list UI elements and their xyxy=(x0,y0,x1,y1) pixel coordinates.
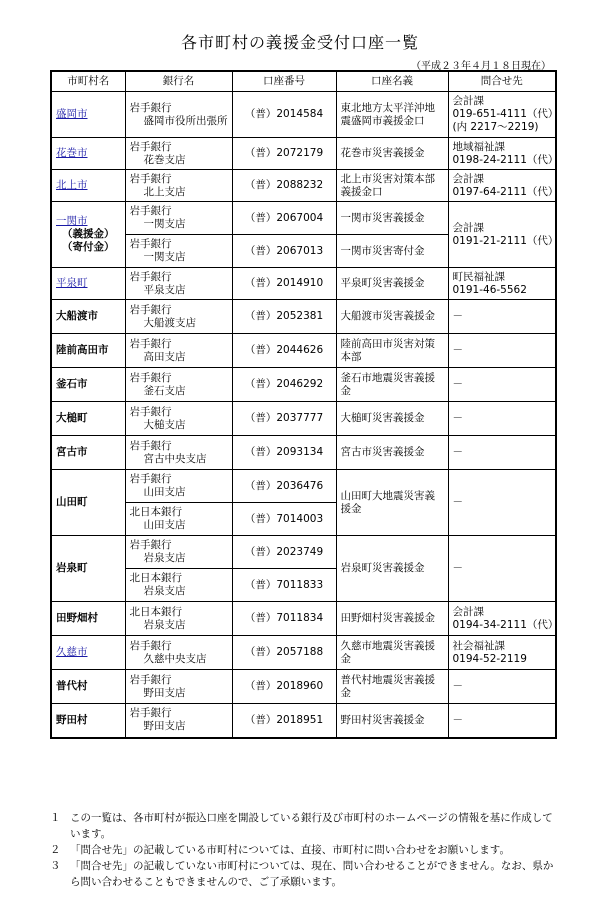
contact-cell xyxy=(448,602,559,636)
table-row xyxy=(51,92,556,138)
bank-name: 岩手銀行 xyxy=(129,539,172,551)
bank-cell xyxy=(125,436,232,470)
table-row xyxy=(51,368,556,402)
bank-name: 岩手銀行 xyxy=(129,439,172,452)
contact-cell xyxy=(448,704,556,738)
contact-line: 地域福祉課 xyxy=(452,140,505,153)
table-row xyxy=(51,300,556,334)
account-holder: 北上市災害対策本部義援金口 xyxy=(336,170,448,202)
municipality-cell xyxy=(51,334,125,368)
municipality-link[interactable]: 平泉町 xyxy=(56,277,88,289)
branch-name: 野田支店 xyxy=(143,686,186,699)
municipality-cell xyxy=(51,536,125,602)
contact-line: 会計課 xyxy=(452,172,484,185)
municipality-name: 釜石市 xyxy=(56,378,88,390)
account-holder: 一関市災害寄付金 xyxy=(336,235,448,268)
bank-cell xyxy=(125,470,232,503)
contact-cell xyxy=(448,436,556,470)
contact-line: (内 2217～2219) xyxy=(452,121,539,133)
bank-name: 岩手銀行 xyxy=(129,639,172,652)
municipality-link[interactable]: 久慈市 xyxy=(56,646,88,658)
municipality-name: 田野畑村 xyxy=(56,612,98,624)
bank-name: 岩手銀行 xyxy=(129,303,172,316)
note-item xyxy=(50,810,560,842)
bank-name: 岩手銀行 xyxy=(129,707,172,720)
contact-line: 0191-21-2111（代） xyxy=(452,234,559,247)
municipality-cell xyxy=(51,300,125,334)
account-holder: 一関市災害義援金 xyxy=(336,202,448,235)
contact-cell xyxy=(448,334,556,368)
branch-name: 大船渡支店 xyxy=(143,316,196,329)
table-row xyxy=(51,636,556,670)
account-holder: 田野畑村災害義援金 xyxy=(336,602,448,636)
bank-name: 岩手銀行 xyxy=(129,270,172,283)
bank-cell xyxy=(125,138,232,170)
branch-name: 久慈中央支店 xyxy=(143,652,207,665)
account-holder: 平泉町災害義援金 xyxy=(336,268,448,300)
bank-name: 岩手銀行 xyxy=(129,101,172,114)
contact-line: 0197-64-2111（代） xyxy=(452,185,559,198)
contact-line: － xyxy=(452,680,463,692)
municipality-cell xyxy=(51,368,125,402)
notes xyxy=(50,810,560,890)
account-number: （普）2018951 xyxy=(232,704,336,738)
note-text: 「問合せ先」の記載していない市町村については、現在、問い合わせることができません。なお、県から問い合わせることもできませんので、ご了承願います。 xyxy=(70,860,554,888)
contact-line: － xyxy=(452,496,463,508)
account-number: （普）2014910 xyxy=(232,268,336,300)
bank-cell xyxy=(125,602,232,636)
note-number: ２ xyxy=(50,844,61,856)
branch-name: 一関支店 xyxy=(143,218,186,230)
municipality-sub-label: （義援金） xyxy=(62,228,115,240)
bank-name: 岩手銀行 xyxy=(129,238,172,250)
table-row xyxy=(51,268,556,300)
account-number: （普）2072179 xyxy=(232,138,336,170)
note-text: 「問合せ先」の記載している市町村については、直接、市町村に問い合わせをお願いします。 xyxy=(70,844,510,856)
branch-name: 野田支店 xyxy=(143,720,186,733)
municipality-cell xyxy=(51,402,125,436)
municipality-cell xyxy=(51,268,125,300)
note-number: １ xyxy=(50,812,61,824)
table-row xyxy=(51,436,556,470)
contact-line: － xyxy=(452,310,463,322)
branch-name: 釜石支店 xyxy=(143,384,186,397)
municipality-name: 宮古市 xyxy=(56,446,88,458)
table-row xyxy=(51,470,556,503)
account-number: （普）2088232 xyxy=(232,170,336,202)
account-number: （普）2044626 xyxy=(232,334,336,368)
account-number: （普）7014003 xyxy=(232,503,336,536)
account-holder: 山田町大地震災害義援金 xyxy=(336,470,448,536)
account-number: （普）2067004 xyxy=(232,202,336,235)
as-of-date: （平成２３年４月１８日現在） xyxy=(411,61,551,72)
branch-name: 北上支店 xyxy=(143,185,186,198)
table-header-row xyxy=(51,71,556,92)
contact-cell xyxy=(448,92,559,138)
contact-line: 0194-52-2119 xyxy=(452,652,527,665)
bank-cell xyxy=(125,402,232,436)
municipality-cell xyxy=(51,670,125,704)
table-row xyxy=(51,170,556,202)
bank-cell xyxy=(125,170,232,202)
contact-cell xyxy=(448,536,556,602)
bank-cell xyxy=(125,300,232,334)
contact-cell xyxy=(448,268,556,300)
contact-line: 0198-24-2111（代） xyxy=(452,153,559,166)
bank-name: 北日本銀行 xyxy=(129,605,182,618)
header-municipality: 市町村名 xyxy=(51,71,125,92)
contact-cell xyxy=(448,170,559,202)
bank-name: 岩手銀行 xyxy=(129,673,172,686)
municipality-sub-label: （寄付金） xyxy=(62,241,115,253)
contact-cell xyxy=(448,300,556,334)
branch-name: 岩泉支店 xyxy=(143,585,186,597)
bank-name: 岩手銀行 xyxy=(129,371,172,384)
municipality-name: 普代村 xyxy=(56,680,88,692)
contact-line: － xyxy=(452,446,463,458)
municipality-cell xyxy=(51,92,125,138)
municipality-cell xyxy=(51,202,125,268)
contact-cell xyxy=(448,202,559,268)
account-holder: 陸前高田市災害対策本部 xyxy=(336,334,448,368)
contact-line: 会計課 xyxy=(452,605,484,618)
bank-name: 岩手銀行 xyxy=(129,405,172,418)
table-row xyxy=(51,670,556,704)
municipality-link[interactable]: 北上市 xyxy=(56,179,88,191)
bank-cell xyxy=(125,704,232,738)
branch-name: 花巻支店 xyxy=(143,153,186,166)
municipality-cell xyxy=(51,470,125,536)
contact-line: 019-651-4111（代） xyxy=(452,108,559,120)
municipality-name: 陸前高田市 xyxy=(56,344,109,356)
account-holder: 野田村災害義援金 xyxy=(336,704,448,738)
table-row xyxy=(51,402,556,436)
header-contact: 問合せ先 xyxy=(448,71,556,92)
bank-name: 北日本銀行 xyxy=(129,572,182,584)
account-number: （普）2093134 xyxy=(232,436,336,470)
branch-name: 岩泉支店 xyxy=(143,552,186,564)
note-text: この一覧は、各市町村が振込口座を開設している銀行及び市町村のホームページの情報を基に作成しています。 xyxy=(70,812,553,840)
table-row xyxy=(51,602,556,636)
municipality-cell xyxy=(51,636,125,670)
account-number: （普）2023749 xyxy=(232,536,336,569)
branch-name: 一関支店 xyxy=(143,251,186,263)
page-title: 各市町村の義援金受付口座一覧 xyxy=(180,33,419,52)
contact-line: 0191-46-5562 xyxy=(452,283,527,296)
bank-cell xyxy=(125,636,232,670)
bank-cell xyxy=(125,202,232,235)
account-number: （普）2018960 xyxy=(232,670,336,704)
account-holder: 普代村地震災害義援金 xyxy=(336,670,448,704)
municipality-link[interactable]: 花巻市 xyxy=(56,147,88,159)
account-holder: 宮古市災害義援金 xyxy=(336,436,448,470)
account-table xyxy=(50,70,557,739)
contact-line: 会計課 xyxy=(452,95,484,107)
account-holder: 久慈市地震災害義援金 xyxy=(336,636,448,670)
table-row xyxy=(51,202,556,235)
contact-cell xyxy=(448,636,556,670)
branch-name: 山田支店 xyxy=(143,519,186,531)
note-item xyxy=(50,858,560,890)
municipality-cell xyxy=(51,602,125,636)
contact-line: 0194-34-2111（代） xyxy=(452,618,559,631)
bank-cell xyxy=(125,268,232,300)
contact-line: － xyxy=(452,562,463,574)
branch-name: 山田支店 xyxy=(143,486,186,498)
account-holder: 岩泉町災害義援金 xyxy=(336,536,448,602)
municipality-link[interactable]: 一関市 xyxy=(56,215,88,227)
municipality-name: 野田村 xyxy=(56,713,88,726)
branch-name: 平泉支店 xyxy=(143,283,186,296)
account-holder: 花巻市災害義援金 xyxy=(336,138,448,170)
account-number: （普）2052381 xyxy=(232,300,336,334)
note-number: ３ xyxy=(50,860,61,872)
branch-name: 岩泉支店 xyxy=(143,618,186,631)
contact-cell xyxy=(448,470,556,536)
contact-cell xyxy=(448,402,556,436)
municipality-cell xyxy=(51,138,125,170)
branch-name: 大槌支店 xyxy=(143,418,186,431)
contact-line: － xyxy=(452,378,463,390)
municipality-name: 岩泉町 xyxy=(56,562,88,574)
header-bank: 銀行名 xyxy=(125,71,232,92)
account-number: （普）2037777 xyxy=(232,402,336,436)
contact-line: － xyxy=(452,344,463,356)
branch-name: 高田支店 xyxy=(143,350,186,363)
bank-cell xyxy=(125,569,232,602)
contact-line: － xyxy=(452,713,463,726)
bank-cell xyxy=(125,92,232,138)
bank-name: 岩手銀行 xyxy=(129,205,172,217)
branch-name: 盛岡市役所出張所 xyxy=(143,114,228,127)
header-account-holder: 口座名義 xyxy=(336,71,448,92)
municipality-name: 大槌町 xyxy=(56,412,88,424)
account-number: （普）2046292 xyxy=(232,368,336,402)
contact-line: 町民福祉課 xyxy=(452,270,505,283)
contact-line: 会計課 xyxy=(452,221,484,234)
contact-cell xyxy=(448,368,556,402)
account-holder: 釜石市地震災害義援金 xyxy=(336,368,448,402)
municipality-cell xyxy=(51,170,125,202)
contact-line: － xyxy=(452,412,463,424)
bank-name: 岩手銀行 xyxy=(129,473,172,485)
municipality-link[interactable]: 盛岡市 xyxy=(56,108,88,120)
bank-cell xyxy=(125,670,232,704)
account-holder: 大船渡市災害義援金 xyxy=(336,300,448,334)
table-row xyxy=(51,138,556,170)
branch-name: 宮古中央支店 xyxy=(143,452,207,465)
bank-name: 北日本銀行 xyxy=(129,506,182,518)
bank-cell xyxy=(125,334,232,368)
municipality-name: 山田町 xyxy=(56,496,88,508)
bank-name: 岩手銀行 xyxy=(129,172,172,185)
bank-cell xyxy=(125,536,232,569)
municipality-cell xyxy=(51,704,125,738)
account-number: （普）7011834 xyxy=(232,602,336,636)
contact-line: 社会福祉課 xyxy=(452,639,505,652)
account-number: （普）7011833 xyxy=(232,569,336,602)
municipality-name: 大船渡市 xyxy=(56,310,98,322)
table-row xyxy=(51,536,556,569)
municipality-cell xyxy=(51,436,125,470)
bank-name: 岩手銀行 xyxy=(129,337,172,350)
bank-name: 岩手銀行 xyxy=(129,140,172,153)
account-number: （普）2057188 xyxy=(232,636,336,670)
contact-cell xyxy=(448,138,559,170)
bank-cell xyxy=(125,368,232,402)
account-holder: 大槌町災害義援金 xyxy=(336,402,448,436)
header-account-number: 口座番号 xyxy=(232,71,336,92)
note-item xyxy=(50,842,560,858)
table-row xyxy=(51,704,556,738)
bank-cell xyxy=(125,503,232,536)
account-number: （普）2067013 xyxy=(232,235,336,268)
account-holder: 東北地方太平洋沖地震盛岡市義援金口 xyxy=(336,92,448,138)
table-row xyxy=(51,334,556,368)
account-number: （普）2014584 xyxy=(232,92,336,138)
account-number: （普）2036476 xyxy=(232,470,336,503)
contact-cell xyxy=(448,670,556,704)
bank-cell xyxy=(125,235,232,268)
